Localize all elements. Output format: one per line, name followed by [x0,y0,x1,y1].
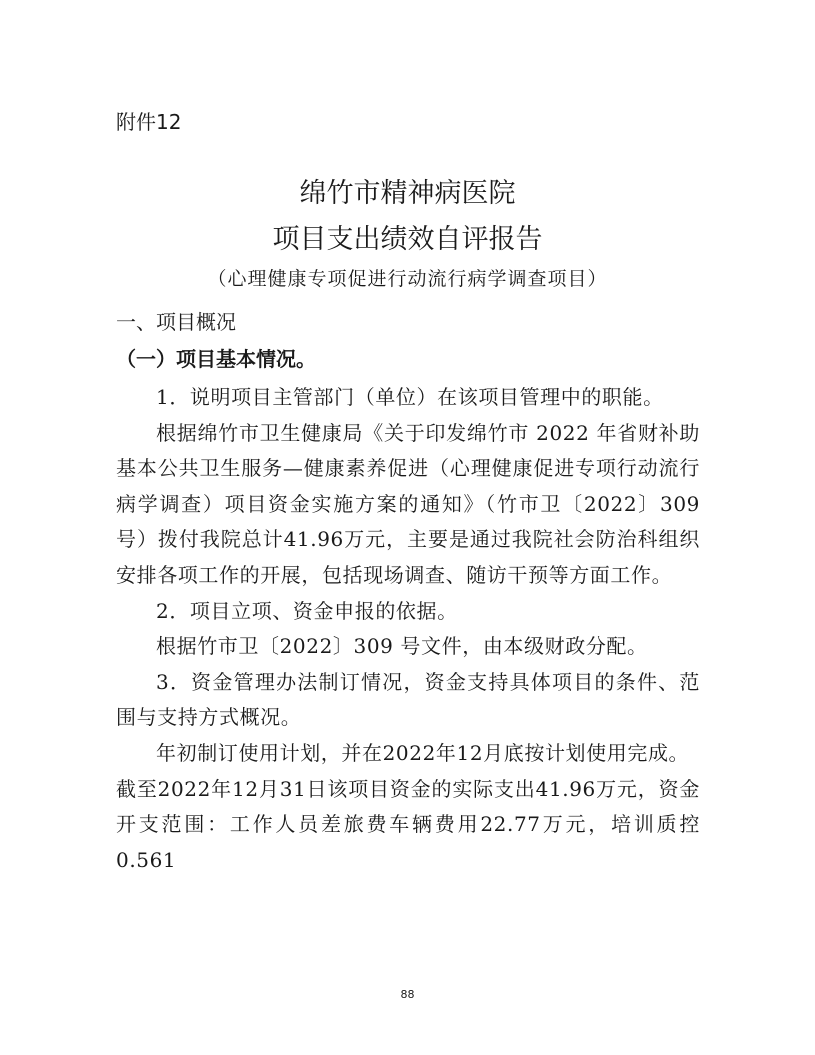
title-line-2: 项目支出绩效自评报告 [272,224,543,255]
subsection-heading-basic-info: （一）项目基本情况。 [116,347,316,371]
section-heading-overview: 一、项目概况 [116,310,236,334]
paragraph-item-3: 3．资金管理办法制订情况，资金支持具体项目的条件、范围与支持方式概况。 [116,669,700,730]
paragraph-plan: 年初制订使用计划，并在2022年12月底按计划使用完成。 [156,740,690,765]
paragraph-basis: 根据竹市卫〔2022〕309 号文件，由本级财政分配。 [156,634,648,659]
attachment-label: 附件12 [116,110,182,134]
paragraph-item-1: 1．说明项目主管部门（单位）在该项目管理中的职能。 [156,385,664,409]
paragraph-expenditure: 截至2022年12月31日该项目资金的实际支出41.96万元，资金开支范围：工作人员差旅费车辆费用22.77万元，培训质控0.561 [116,776,700,872]
page-number: 88 [400,988,415,1001]
paragraph-authority: 根据绵竹市卫生健康局《关于印发绵竹市 2022 年省财补助基本公共卫生服务—健康素养促进（心理健康促进专项行动流行病学调查）项目资金实施方案的通知》（竹市卫〔2022〕309 号）拨付我院总计41.96万元，主要是通过我院社会防治科组织安排各项工作的开展，包括现场调查、随访干预等方面工作。 [116,420,700,587]
paragraph-item-2: 2．项目立项、资金申报的依据。 [156,598,458,623]
body-text [116,380,700,878]
subtitle: （心理健康专项促进行动流行病学调查项目） [207,268,608,290]
title-line-1: 绵竹市精神病医院 [299,178,516,209]
